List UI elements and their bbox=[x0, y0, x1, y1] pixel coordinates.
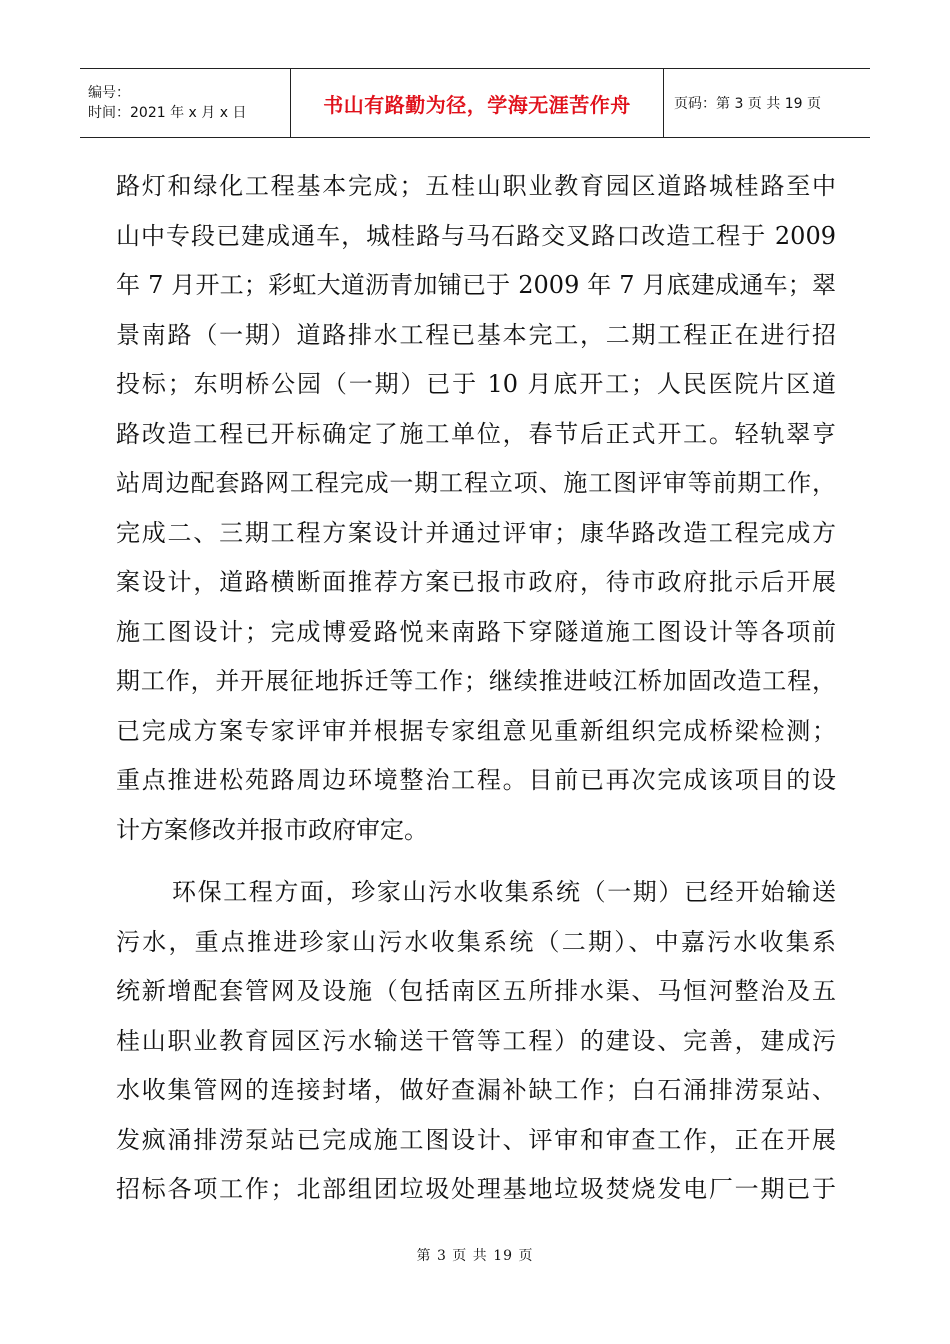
text-line: 年 7 月开工；彩虹大道沥青加铺已于 2009 年 7 月底建成通车；翠 bbox=[116, 271, 836, 299]
text-line: 已完成方案专家评审并根据专家组意见重新组织完成桥梁检测； bbox=[116, 716, 836, 745]
document-number-label: 编号： bbox=[88, 85, 130, 101]
text-line: 桂山职业教育园区污水输送干管等工程）的建设、完善，建成污 bbox=[116, 1026, 836, 1055]
text-line: 统新增配套管网及设施（包括南区五所排水渠、马恒河整治及五 bbox=[116, 977, 836, 1005]
header-meta bbox=[80, 69, 291, 137]
text-line: 案设计，道路横断面推荐方案已报市政府，待市政府批示后开展 bbox=[116, 568, 836, 596]
text-line: 招标各项工作；北部组团垃圾处理基地垃圾焚烧发电厂一期已于 bbox=[116, 1175, 836, 1203]
text-line: 发疯涌排涝泵站已完成施工图设计、评审和审查工作，正在开展 bbox=[116, 1125, 836, 1154]
paragraph-environmental-works bbox=[116, 868, 836, 1215]
document-date-label: 时间：2021 年 x 月 x 日 bbox=[88, 105, 247, 121]
text-line: 施工图设计；完成博爱路悦来南路下穿隧道施工图设计等各项前 bbox=[116, 617, 836, 646]
text-line: 投标；东明桥公园（一期）已于 10 月底开工；人民医院片区道 bbox=[116, 370, 836, 398]
text-line: 水收集管网的连接封堵，做好查漏补缺工作；白石涌排涝泵站、 bbox=[116, 1076, 836, 1104]
header-page-code-cell bbox=[664, 69, 821, 137]
paragraph-municipal-works bbox=[116, 162, 836, 855]
text-line: 期工作，并开展征地拆迁等工作；继续推进岐江桥加固改造工程， bbox=[116, 667, 836, 695]
text-line: 路改造工程已开标确定了施工单位，春节后正式开工。轻轨翠亨 bbox=[116, 419, 836, 448]
header-page-code: 页码：第 3 页 共 19 页 bbox=[674, 96, 821, 112]
text-line: 计方案修改并报市政府审定。 bbox=[116, 815, 428, 844]
text-line: 污水，重点推进珍家山污水收集系统（二期）、中嘉污水收集系 bbox=[116, 927, 836, 956]
text-line: 完成二、三期工程方案设计并通过评审；康华路改造工程完成方 bbox=[116, 518, 836, 547]
text-line: 山中专段已建成通车，城桂路与马石路交叉路口改造工程于 2009 bbox=[116, 221, 836, 250]
text-line: 路灯和绿化工程基本完成；五桂山职业教育园区道路城桂路至中 bbox=[116, 172, 836, 200]
text-line: 站周边配套路网工程完成一期工程立项、施工图评审等前期工作， bbox=[116, 469, 836, 497]
text-line: 环保工程方面，珍家山污水收集系统（一期）已经开始输送 bbox=[172, 878, 836, 906]
text-line: 重点推进松苑路周边环境整治工程。目前已再次完成该项目的设 bbox=[116, 766, 836, 794]
page-footer: 第 3 页 共 19 页 bbox=[416, 1248, 534, 1264]
header-motto: 书山有路勤为径，学海无涯苦作舟 bbox=[323, 92, 631, 117]
text-line: 景南路（一期）道路排水工程已基本完工，二期工程正在进行招 bbox=[116, 320, 836, 349]
header-motto-cell bbox=[291, 69, 664, 137]
page-header bbox=[80, 68, 870, 138]
document-body bbox=[116, 162, 836, 1215]
